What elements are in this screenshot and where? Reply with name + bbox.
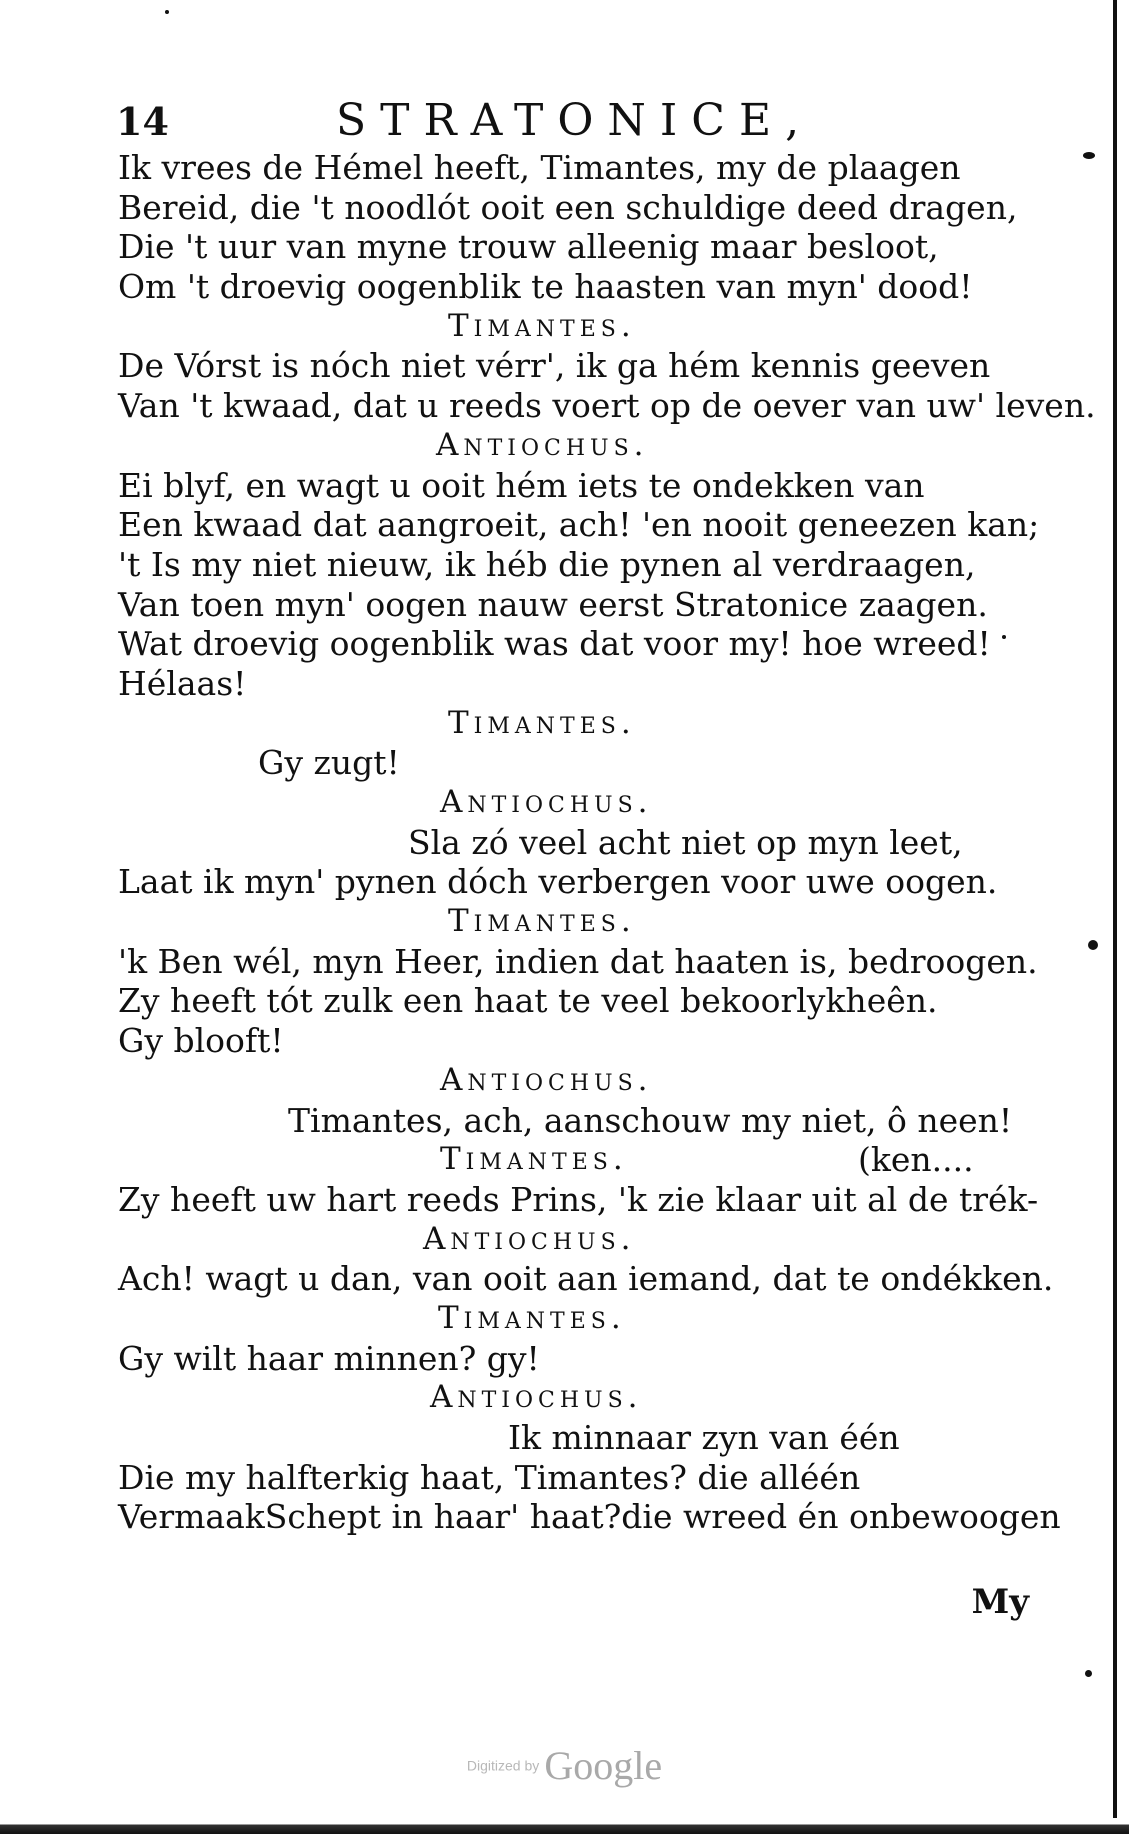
speaker-label: Timantes. [448,903,636,940]
running-title: STRATONICE, [336,95,814,146]
verse-line [118,346,1038,386]
verse-text: Die 't uur van myne trouw alleenig maar besloot, [118,227,939,267]
verse-line [118,1259,1054,1299]
page-bottom-edge [0,1818,1129,1834]
verse-text: De Vórst is nóch niet vérr', ik ga hém kennis geeven [118,346,991,386]
speaker-name [118,704,1038,744]
page-number: 14 [116,99,169,144]
verse-line [118,862,1038,902]
speaker-name [118,1299,1038,1339]
verse-line [118,1497,1061,1537]
verse-text: Zy heeft uw hart reeds Prins, 'k zie klaar uit al de trék- [118,1179,1039,1219]
verse-line [118,1458,1038,1498]
speaker-label: Antiochus. [430,1379,643,1416]
verse-text: Wat droevig oogenblik was dat voor my! hoe wreed! [118,624,991,664]
speaker-label: Antiochus. [440,1061,653,1098]
verse-text: Van toen myn' oogen nauw eerst Stratonice zaagen. [118,584,988,624]
verse-line [118,981,1038,1021]
ink-speck [1085,1670,1092,1677]
speaker-name [118,426,1038,466]
play-text [118,148,1096,1537]
verse-line [118,148,1038,188]
verse-text: Ach! wagt u dan, van ooit aan iemand, dat te ondékken. [118,1259,1054,1299]
verse-line [118,545,1038,585]
ink-speck [165,10,169,14]
verse-line [118,743,1038,783]
verse-text: Ik vrees de Hémel heeft, Timantes, my de plaagen [118,148,961,187]
ink-speck [1088,940,1098,950]
verse-text: Sla zó veel acht niet op myn leet, [408,822,963,862]
verse-text: 't Is my niet nieuw, ik héb die pynen al verdraagen, [118,544,976,584]
speaker-name [118,1378,1038,1418]
speaker-name [118,307,1038,347]
digitization-watermark [0,1742,1129,1789]
verse-text: Laat ik myn' pynen dóch verbergen voor uwe oogen. [118,862,998,902]
verse-line [118,664,1038,704]
speaker-label: Antiochus. [423,1220,636,1257]
speaker-name [118,902,1038,942]
verse-line [118,386,1096,426]
verse-text: Gy wilt haar minnen? gy! [118,1338,540,1378]
verse-line [118,1339,1038,1379]
verse-line [118,188,1038,228]
verse-line [118,466,1038,506]
watermark-logo-text: Google [544,1743,663,1788]
verse-line [118,823,1038,863]
speaker-name [118,783,1038,823]
verse-turnover: (ken.... [858,1140,974,1180]
page-header [0,95,1129,155]
verse-line [118,267,1038,307]
verse-line [118,227,1038,267]
verse-text: Ei blyf, en wagt u ooit hém iets te ondekken van [118,465,925,505]
verse-text: Een kwaad dat aangroeit, ach! 'en nooit geneezen kan; [118,505,1040,545]
speaker-label: Timantes. [448,307,636,344]
verse-text: Van 't kwaad, dat u reeds voert op de oever van uw' leven. [118,386,1096,426]
verse-line [118,1021,1038,1061]
verse-line [118,1101,1038,1141]
speaker-name [118,1220,1038,1260]
verse-text: Die my halfterkig haat, Timantes? die alléén [118,1457,861,1497]
watermark-prefix: Digitized by [466,1757,540,1774]
verse-line [118,624,1038,664]
verse-text: Ik minnaar zyn van één [508,1418,900,1457]
verse-text: Timantes, ach, aanschouw my niet, ô neen! [288,1100,1013,1140]
page-binding-edge [1113,0,1117,1834]
verse-text: Gy zugt! [258,743,400,783]
catchword: My [971,1582,1029,1622]
verse-text: Zy heeft tót zulk een haat te veel bekoorlykheên. [118,981,938,1021]
speaker-label: Timantes. [440,1141,628,1178]
verse-line [118,942,1038,982]
verse-line [118,505,1038,545]
speaker-label: Timantes. [448,704,636,741]
speaker-label: Antiochus. [440,784,653,820]
verse-text: Gy blooft! [118,1021,284,1061]
speaker-label: Antiochus. [436,426,649,463]
verse-line [118,1180,1038,1220]
verse-line [118,585,1038,625]
speaker-name [118,1061,1038,1101]
verse-text: Hélaas! [118,663,247,703]
speaker-label: Timantes. [438,1299,626,1336]
verse-text: VermaakSchept in haar' haat?die wreed én onbewoogen [118,1497,1061,1537]
verse-text: Bereid, die 't noodlót ooit een schuldige deed dragen, [118,187,1018,227]
speaker-name [118,1140,1038,1180]
verse-line [118,1418,1038,1458]
verse-text: 'k Ben wél, myn Heer, indien dat haaten is, bedroogen. [118,941,1038,981]
verse-text: Om 't droevig oogenblik te haasten van myn' dood! [118,267,973,307]
